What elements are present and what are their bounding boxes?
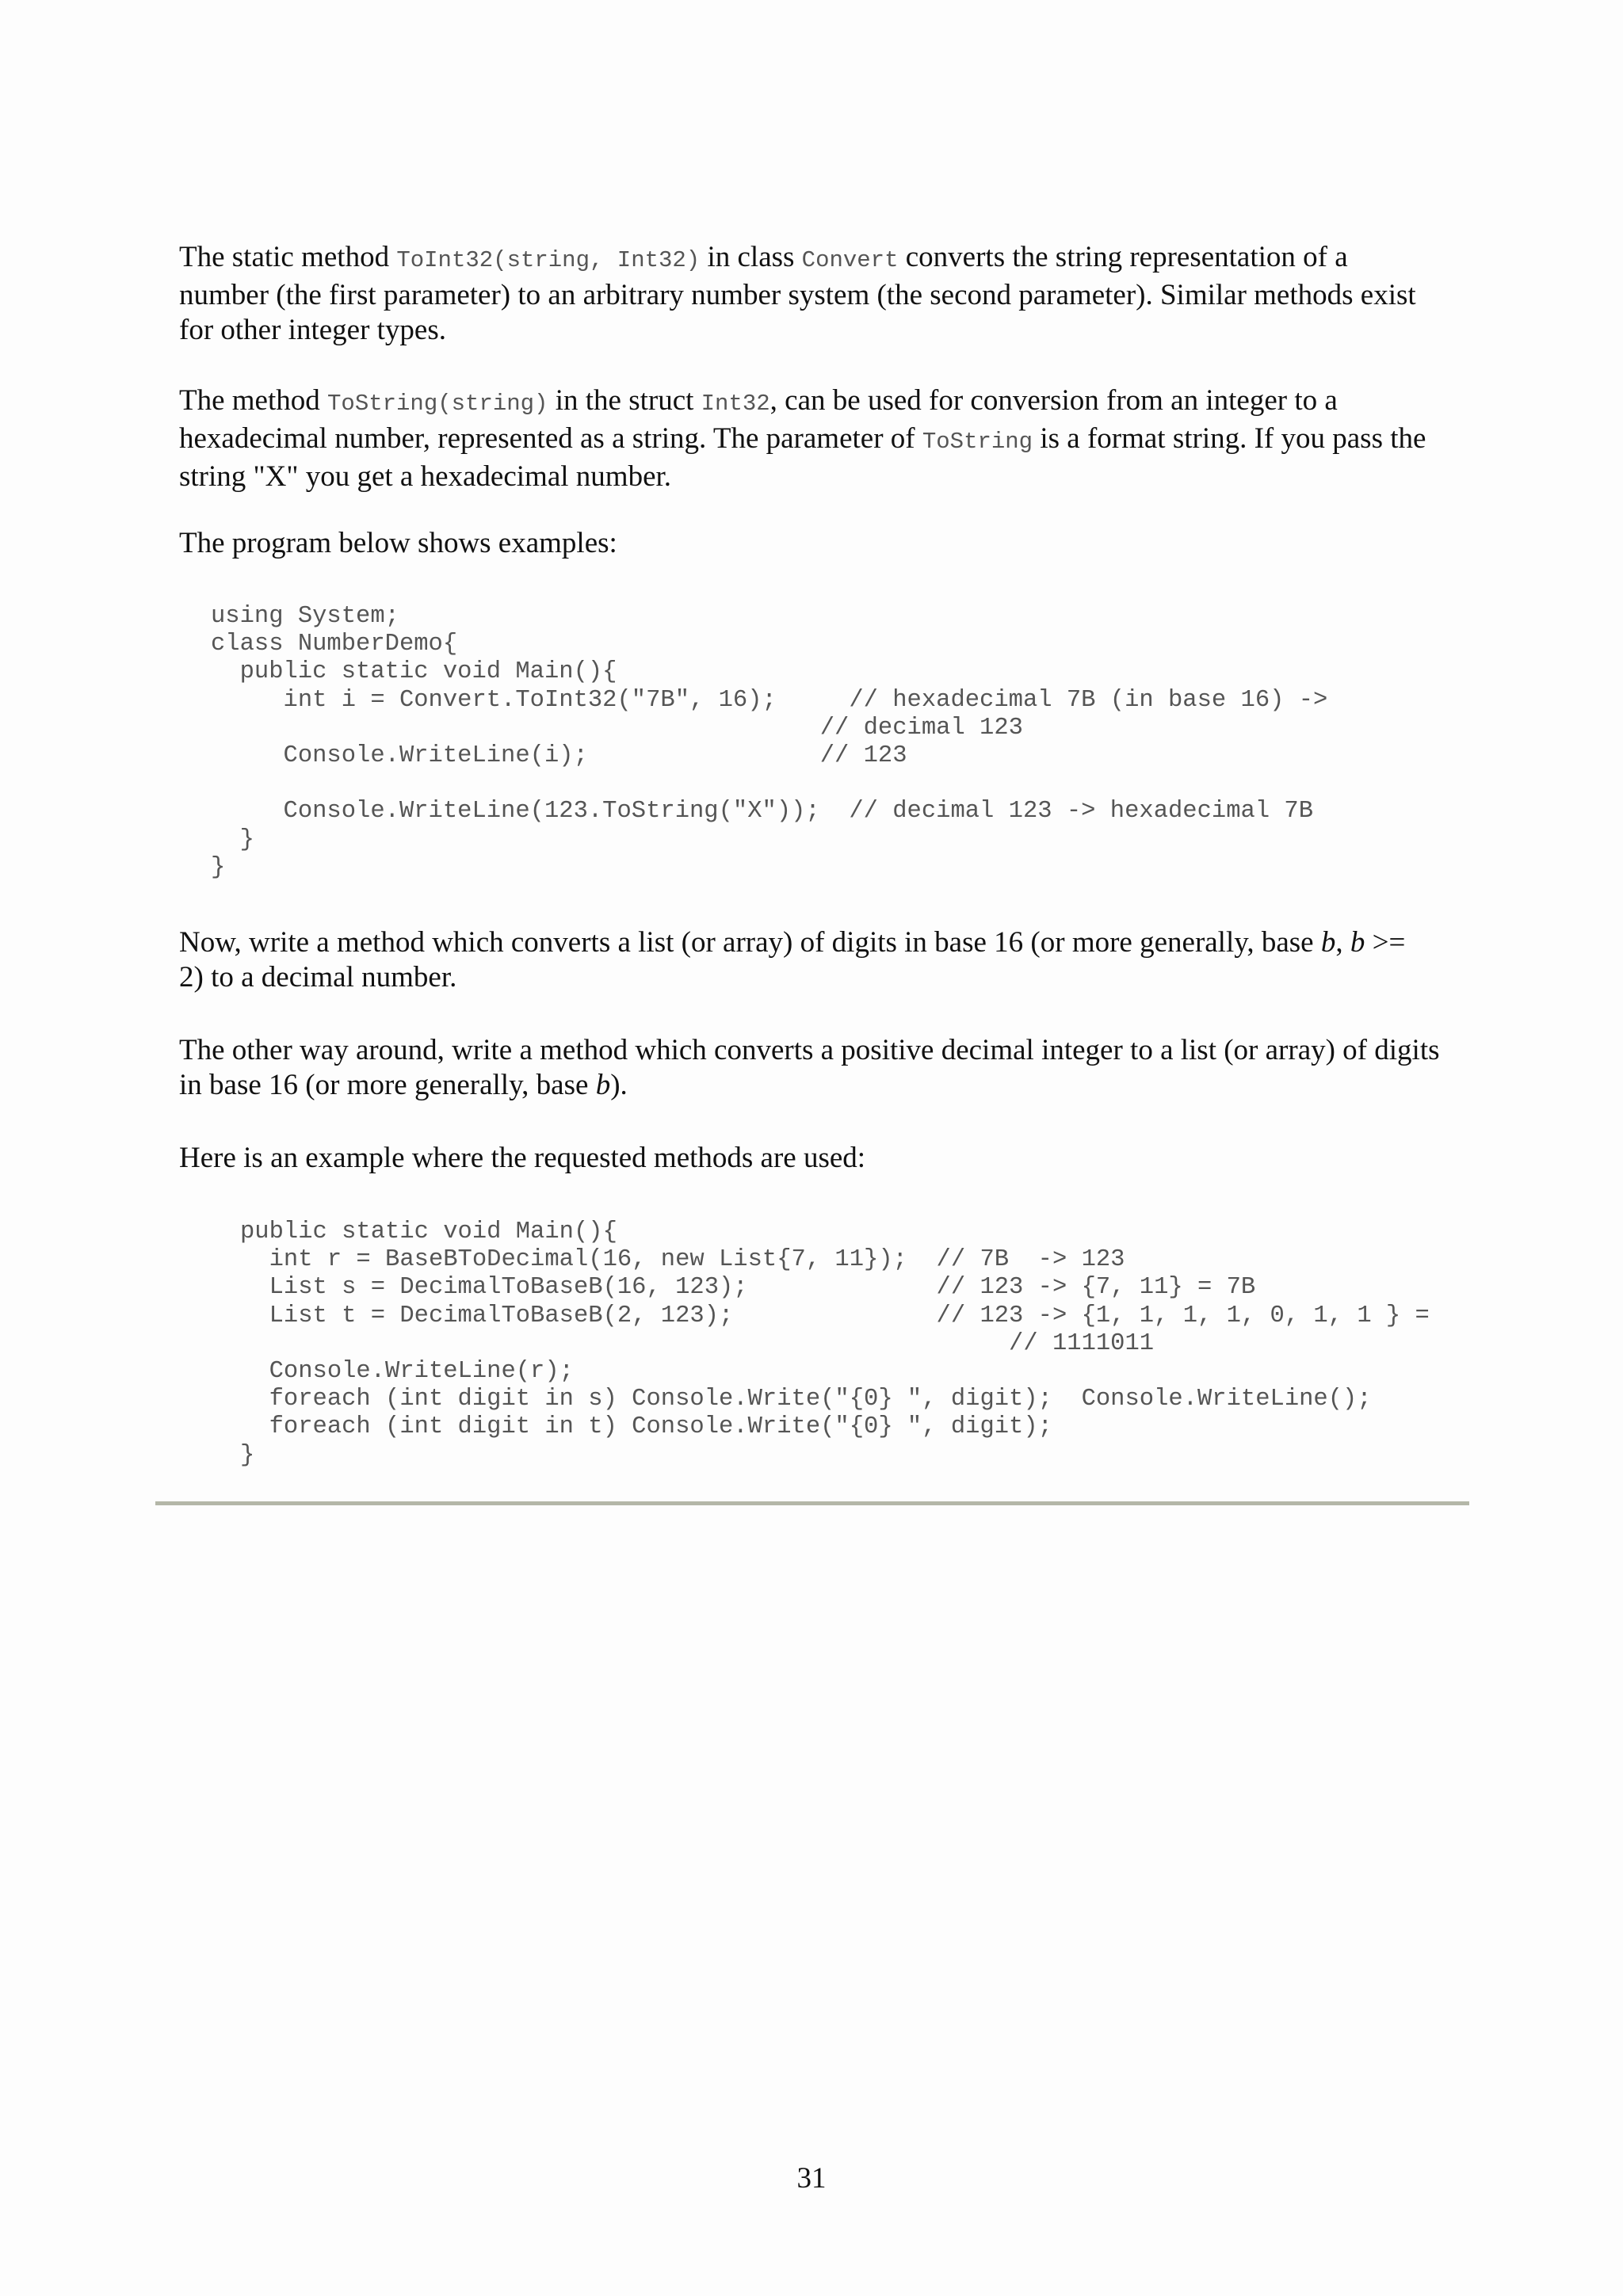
text-run: hexadecimal number, represented as a string. The parameter of [179, 422, 922, 455]
text-run: Now, write a method which converts a list (or array) of digits in base 16 (or more generally, base [179, 926, 1321, 959]
inline-code: Convert [801, 247, 899, 273]
paragraph-int32-tostring [179, 383, 1479, 494]
code-line: } [211, 853, 226, 881]
paragraph-line [179, 925, 1479, 960]
code-line: } [211, 826, 254, 853]
code-line: foreach (int digit in t) Console.Write("{0} ", digit); [240, 1413, 1052, 1441]
paragraph-line: The program below shows examples: [179, 527, 617, 559]
code-block-main-example [240, 1219, 1430, 1470]
code-line: Console.WriteLine(123.ToString("X")); // decimal 123 -> hexadecimal 7B [211, 798, 1314, 826]
paragraph-line: number (the first parameter) to an arbitrary number system (the second parameter). Similar methods exist [179, 279, 1416, 311]
paragraph-line: Here is an example where the requested methods are used: [179, 1142, 866, 1174]
paragraph-exercise-decimal-to-base [179, 1033, 1479, 1103]
paragraph-line [179, 383, 1479, 421]
paragraph-line [179, 240, 1479, 278]
paragraph-line [179, 1068, 1479, 1103]
text-run: in class [700, 241, 802, 273]
code-line [211, 770, 1327, 798]
code-line: } [240, 1441, 255, 1469]
code-line: // decimal 123 [211, 714, 1023, 742]
italic-variable: b [1320, 926, 1336, 959]
code-line: List s = DecimalToBaseB(16, 123); // 123 -> {7, 11} = 7B [240, 1274, 1256, 1302]
text-run: converts the string representation of a [898, 241, 1348, 273]
code-line: public static void Main(){ [211, 658, 617, 686]
paragraph-line: 2) to a decimal number. [179, 961, 457, 994]
code-line: Console.WriteLine(r); [240, 1357, 574, 1385]
text-run: >= [1365, 926, 1406, 959]
text-run: The method [179, 384, 328, 417]
text-run: in base 16 (or more generally, base [179, 1069, 596, 1101]
paragraph-line: string "X" you get a hexadecimal number. [179, 460, 672, 493]
text-run: , [1335, 926, 1350, 959]
text-run: The static method [179, 241, 397, 273]
paragraph-line: for other integer types. [179, 314, 446, 346]
paragraph-example-intro [179, 1141, 1479, 1176]
code-line: // 1111011 [240, 1329, 1155, 1357]
inline-code: ToString [922, 429, 1033, 455]
paragraph-program-intro [179, 526, 1479, 561]
section-divider [155, 1501, 1469, 1505]
code-line: class NumberDemo{ [211, 631, 458, 658]
code-line: public static void Main(){ [240, 1219, 617, 1245]
code-block-number-demo [211, 603, 1327, 882]
text-run: is a format string. If you pass the [1033, 422, 1426, 455]
text-run: , can be used for conversion from an integer to a [769, 384, 1338, 417]
page-number: 31 [796, 2162, 827, 2195]
code-line: foreach (int digit in s) Console.Write("{0} ", digit); Console.WriteLine(); [240, 1386, 1372, 1413]
code-line: Console.WriteLine(i); // 123 [211, 742, 907, 769]
paragraph-convert-toint32 [179, 240, 1479, 348]
code-line: List t = DecimalToBaseB(2, 123); // 123 -> {1, 1, 1, 1, 0, 1, 1 } = [240, 1302, 1430, 1329]
code-line: int i = Convert.ToInt32("7B", 16); // hexadecimal 7B (in base 16) -> [211, 686, 1328, 714]
code-line: int r = BaseBToDecimal(16, new List{7, 11}); // 7B -> 123 [240, 1246, 1125, 1274]
text-run: in the struct [548, 384, 701, 417]
paragraph-exercise-base-to-decimal [179, 925, 1479, 995]
italic-variable: b [1350, 926, 1365, 959]
inline-code: Int32 [701, 391, 770, 417]
text-run: ). [610, 1069, 628, 1101]
italic-variable: b [595, 1069, 611, 1101]
inline-code: ToString(string) [327, 391, 548, 417]
code-line: using System; [211, 603, 399, 630]
inline-code: ToInt32(string, Int32) [396, 247, 701, 273]
paragraph-line [179, 421, 1479, 460]
paragraph-line: The other way around, write a method which converts a positive decimal integer to a list (or array) of digits [179, 1034, 1440, 1066]
